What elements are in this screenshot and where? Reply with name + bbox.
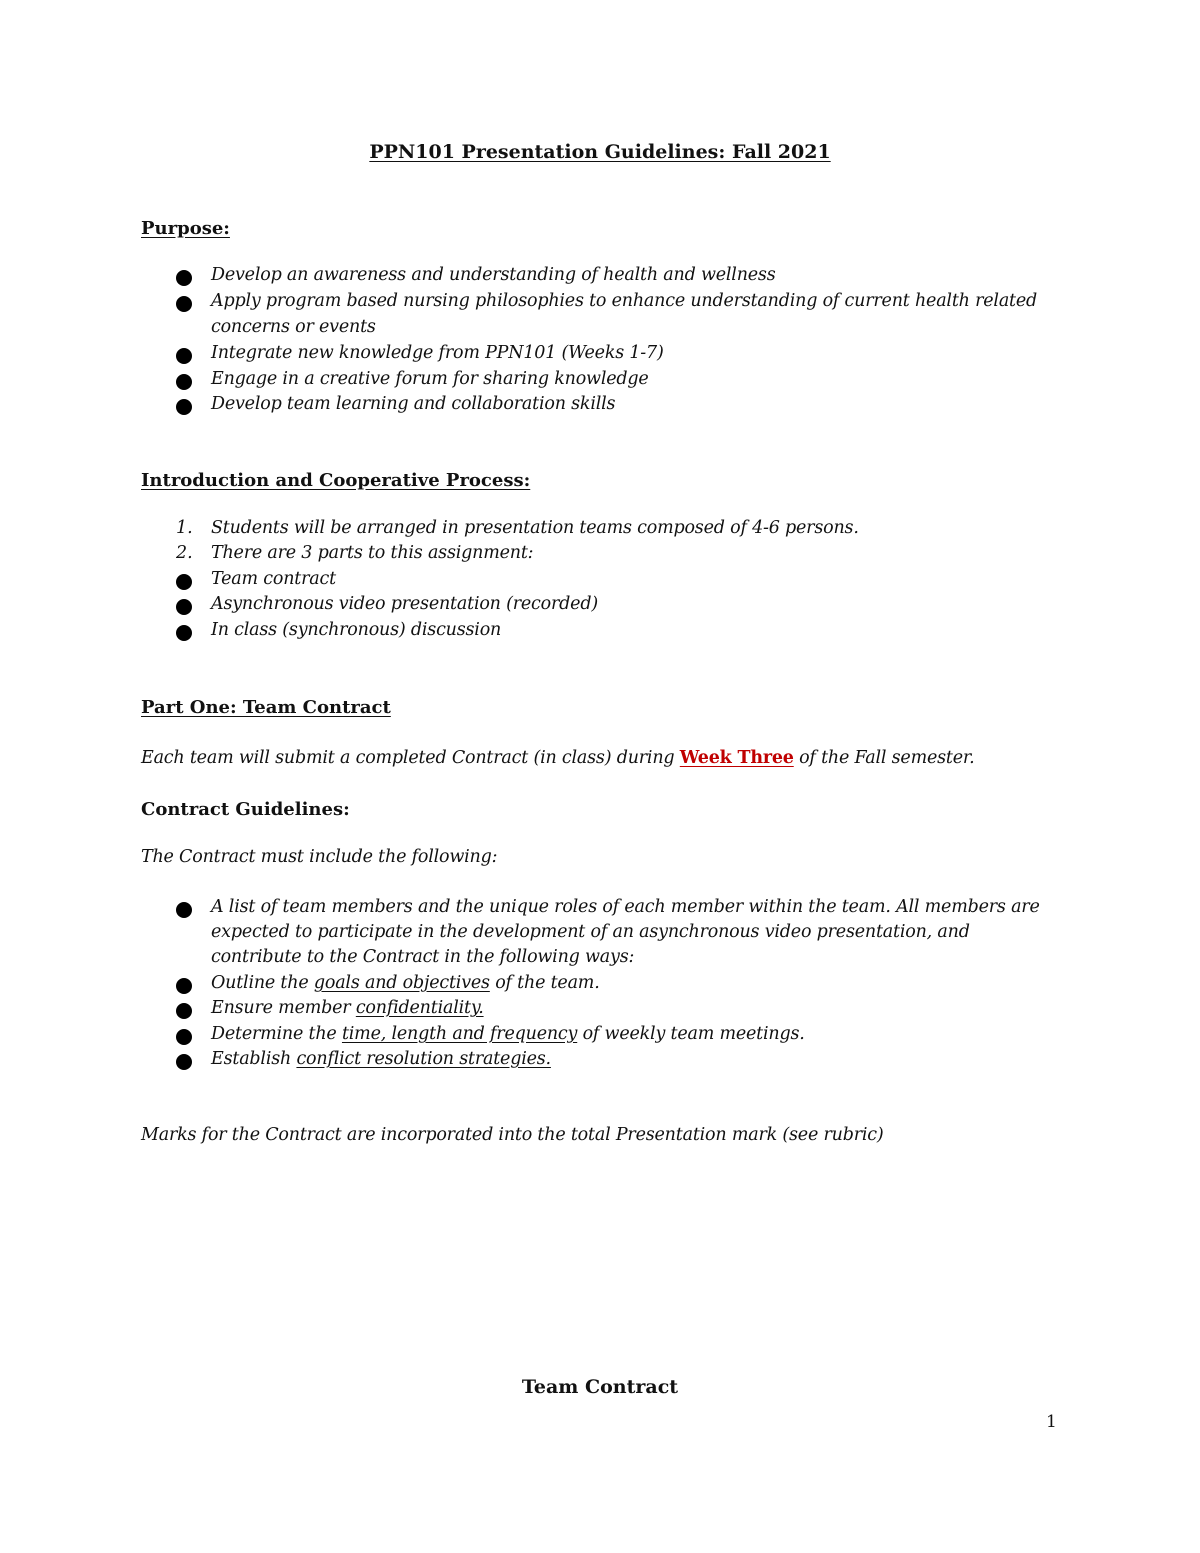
bullet-icon xyxy=(176,625,192,641)
contract-item-text: Ensure member xyxy=(211,998,356,1018)
intro-numbered-item: There are 3 parts to this assignment: xyxy=(211,543,534,563)
part-one-text: Each team will submit a completed Contract (in class) during xyxy=(141,748,680,768)
page-number: 1 xyxy=(1046,1412,1057,1432)
contract-item xyxy=(211,1024,805,1044)
bullet-icon xyxy=(176,374,192,390)
purpose-item: Develop an awareness and understanding of health and wellness xyxy=(211,265,776,285)
bullet-icon xyxy=(176,399,192,415)
intro-bullet-item: Asynchronous video presentation (recorded) xyxy=(211,594,598,614)
intro-bullet-item: In class (synchronous) discussion xyxy=(211,620,502,640)
contract-item-continuation: expected to participate in the development of an asynchronous video presentation, and xyxy=(211,922,970,942)
part-one-text: of the Fall semester. xyxy=(793,748,975,768)
intro-heading: Introduction and Cooperative Process: xyxy=(141,470,531,491)
contract-item-emphasis: conflict resolution strategies. xyxy=(296,1049,551,1069)
team-contract-title: Team Contract xyxy=(521,1376,679,1398)
list-number: 2. xyxy=(176,543,193,563)
purpose-item: Integrate new knowledge from PPN101 (Weeks 1-7) xyxy=(211,343,664,363)
contract-item xyxy=(211,998,484,1018)
intro-bullet-item: Team contract xyxy=(211,569,336,589)
contract-item-emphasis: confidentiality. xyxy=(355,998,484,1018)
contract-item-text: of the team. xyxy=(489,973,600,993)
bullet-icon xyxy=(176,1029,192,1045)
intro-numbered-item: Students will be arranged in presentation teams composed of 4-6 persons. xyxy=(211,518,859,538)
bullet-icon xyxy=(176,1003,192,1019)
contract-guidelines-heading: Contract Guidelines: xyxy=(141,799,350,820)
bullet-icon xyxy=(176,978,192,994)
week-three-link[interactable]: Week Three xyxy=(679,748,794,768)
purpose-item: Apply program based nursing philosophies to enhance understanding of current health related xyxy=(211,291,1038,311)
contract-item-emphasis: goals and objectives xyxy=(313,973,490,993)
bullet-icon xyxy=(176,348,192,364)
contract-item-text: Establish xyxy=(211,1049,297,1069)
bullet-icon xyxy=(176,296,192,312)
contract-item xyxy=(211,973,600,993)
list-number: 1. xyxy=(176,518,193,538)
part-one-heading: Part One: Team Contract xyxy=(141,697,391,718)
purpose-item: Engage in a creative forum for sharing knowledge xyxy=(211,369,649,389)
contract-item-text: Outline the xyxy=(211,973,314,993)
purpose-item-continuation: concerns or events xyxy=(211,317,376,337)
part-one-paragraph xyxy=(141,748,975,768)
purpose-heading: Purpose: xyxy=(141,218,230,239)
marks-note: Marks for the Contract are incorporated into the total Presentation mark (see rubric) xyxy=(141,1125,884,1145)
bullet-icon xyxy=(176,599,192,615)
purpose-item: Develop team learning and collaboration skills xyxy=(211,394,616,414)
contract-item: A list of team members and the unique roles of each member within the team. All members are xyxy=(211,897,1040,917)
bullet-icon xyxy=(176,1054,192,1070)
contract-item xyxy=(211,1049,551,1069)
contract-intro: The Contract must include the following: xyxy=(141,847,498,867)
page-title: PPN101 Presentation Guidelines: Fall 2021 xyxy=(369,141,831,163)
bullet-icon xyxy=(176,270,192,286)
contract-item-continuation: contribute to the Contract in the following ways: xyxy=(211,947,635,967)
contract-item-text: of weekly team meetings. xyxy=(577,1024,805,1044)
contract-item-emphasis: time, length and frequency xyxy=(341,1024,578,1044)
contract-item-text: Determine the xyxy=(211,1024,342,1044)
bullet-icon xyxy=(176,574,192,590)
bullet-icon xyxy=(176,902,192,918)
